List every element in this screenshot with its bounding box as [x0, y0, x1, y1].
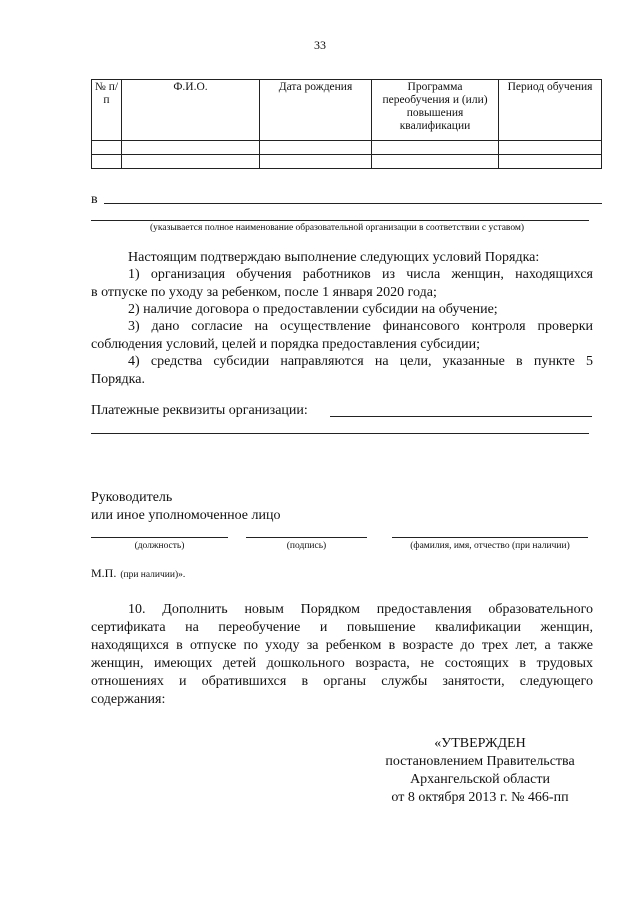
table-header-row — [92, 80, 602, 141]
item10-line-5: отношениях и обратившихся в органы службы занятости, следующего — [91, 674, 593, 689]
col-header-program: Программа переобучения и (или) повышения квалификации — [372, 80, 499, 141]
condition-1-line-2: в отпуске по уходу за ребенком, после 1 января 2020 года; — [91, 285, 437, 300]
org-name-line-1 — [104, 203, 602, 204]
confirm-intro: Настоящим подтверждаю выполнение следующих условий Порядка: — [128, 250, 540, 265]
signer-subtitle: или иное уполномоченное лицо — [91, 508, 281, 523]
table-row — [92, 155, 602, 169]
condition-1-line-1: 1) организация обучения работников из числа женщин, находящихся — [128, 267, 593, 282]
signature-hint: (подпись) — [286, 541, 327, 551]
full-name-line — [392, 537, 588, 538]
org-name-line-2 — [91, 220, 589, 221]
item10-line-3: находящихся в отпуске по уходу за ребенком в возрасте до трех лет, а также — [91, 638, 593, 653]
stamp-label: М.П. — [91, 566, 117, 580]
condition-3-line-2: соблюдения условий, целей и порядка предоставления субсидии; — [91, 337, 480, 352]
condition-3-line-1: 3) дано согласие на осуществление финансового контроля проверки — [128, 319, 593, 334]
item10-line-4: женщин, имеющих детей дошкольного возраста, не состоящих в трудовых — [91, 656, 593, 671]
condition-4-line-1: 4) средства субсидии направляются на цели, указанные в пункте 5 — [128, 354, 593, 369]
approval-line-3: Архангельской области — [410, 772, 550, 787]
payment-details-line-2 — [91, 433, 589, 434]
payment-details-line-1 — [330, 416, 592, 417]
item10-line-6: содержания: — [91, 692, 166, 707]
in-label: в — [91, 192, 98, 207]
signer-title: Руководитель — [91, 490, 173, 505]
full-name-hint: (фамилия, имя, отчество (при наличии) — [410, 541, 570, 551]
page-number: 33 — [314, 38, 326, 52]
approval-line-4: от 8 октября 2013 г. № 466-пп — [391, 790, 569, 805]
approval-line-2: постановлением Правительства — [385, 754, 575, 769]
org-name-hint: (указывается полное наименование образовательной организации в соответствии с уставом) — [150, 223, 525, 233]
item10-line-2: сертификата на переобучение и повышение квалификации женщин, — [91, 620, 593, 635]
col-header-period: Период обучения — [499, 80, 602, 141]
col-header-birthdate: Дата рождения — [260, 80, 372, 141]
position-line — [91, 537, 228, 538]
stamp-note — [91, 564, 185, 582]
approval-line-1: «УТВЕРЖДЕН — [434, 736, 526, 751]
col-header-number: № п/п — [92, 80, 122, 141]
condition-2: 2) наличие договора о предоставлении субсидии на обучение; — [128, 302, 498, 317]
stamp-hint: (при наличии)». — [120, 570, 186, 580]
col-header-name: Ф.И.О. — [122, 80, 260, 141]
signature-line — [246, 537, 367, 538]
position-hint: (должность) — [134, 541, 185, 551]
table-row — [92, 141, 602, 155]
condition-4-line-2: Порядка. — [91, 372, 145, 387]
trainees-table — [91, 79, 602, 169]
item10-line-1: 10. Дополнить новым Порядком предоставления образовательного — [128, 602, 593, 617]
payment-details-label: Платежные реквизиты организации: — [91, 403, 308, 418]
